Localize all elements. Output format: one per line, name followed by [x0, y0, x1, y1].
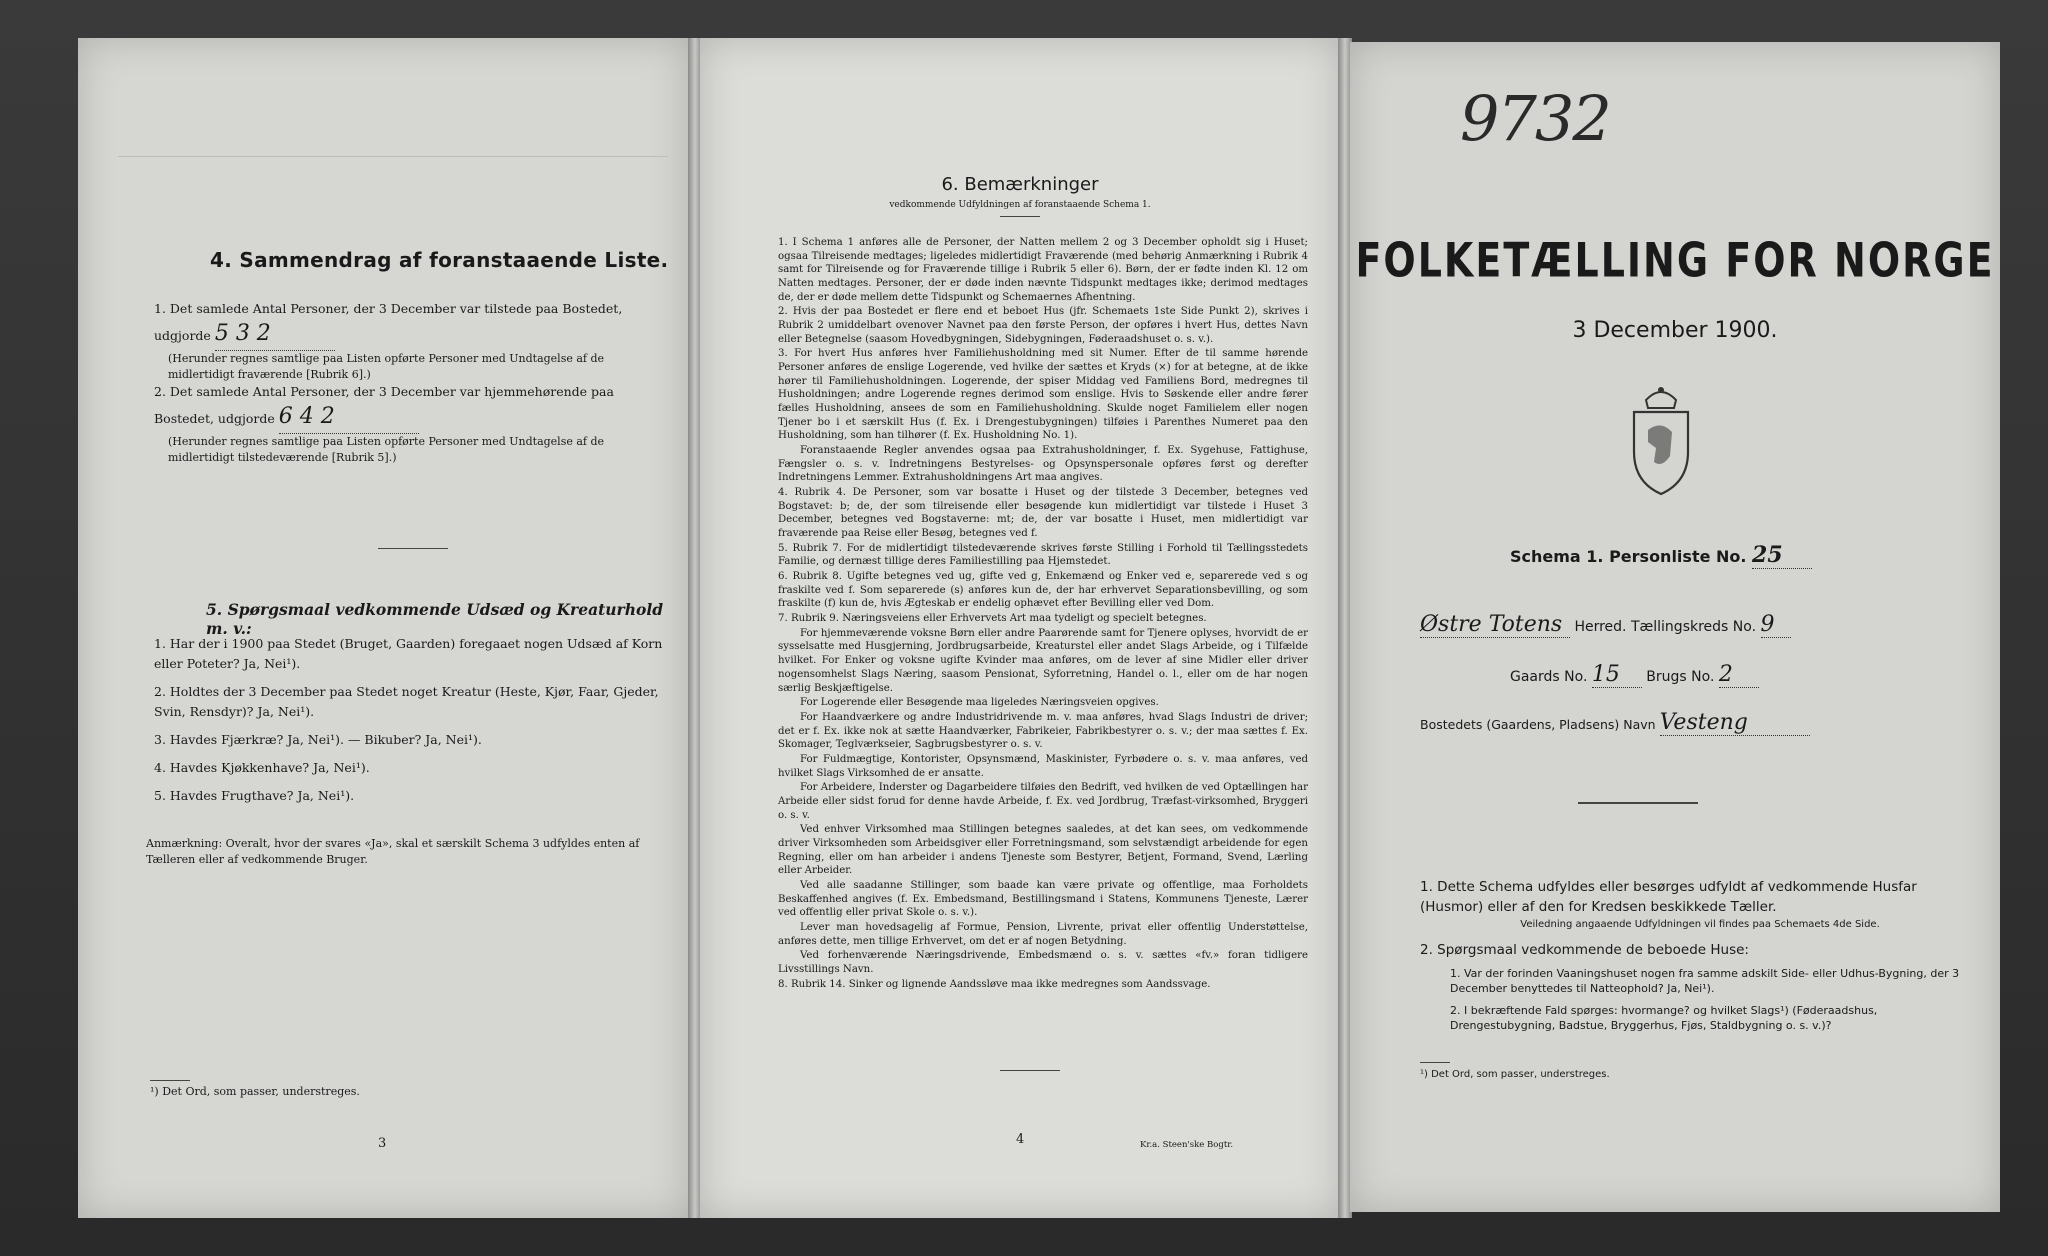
page-number: 4	[1016, 1132, 1025, 1147]
middle-page	[700, 38, 1340, 1218]
bosted-line	[1420, 710, 1810, 736]
question-2	[154, 383, 664, 466]
brugs-label: Brugs No.	[1646, 669, 1715, 685]
bosted-value: Vesteng	[1660, 710, 1810, 736]
remark-item: 4. Rubrik 4. De Personer, som var bosatte i Huset og der tilstede 3 December, betegnes ved Bogstavet: b; de, der som tilreisende eller besøgende kun midlertidigt var tilstede i Huset 3 December, betegnes ved Bogstaverne: mt; de, der var bosatte i Huset, men midlertidigt var fraværende paa Reise eller Besøg, betegnes ved f.	[778, 487, 1308, 540]
question-1-answer-row	[154, 318, 664, 351]
right-page	[1350, 42, 2000, 1212]
remark-item: 3. For hvert Hus anføres hver Familiehusholdning med sit Numer. Efter de til samme hørende Personer anføres de enslige Logerende, ved hvilke der sættes et Kryds (×) for at betegne, at de ikke hører til Familiehusholdningen. Logerende, der spiser Middag ved Familiens Bord, medregnes til Husholdningen; andre Logerende regnes derimod som enslige. Hvis to Søskende eller andre fører fælles Husholdning, ansees de som en Familiehusholdning. Skulde noget Familielem eller nogen Tjener bo i et særskilt Hus (f. Ex. i Drengestubygningen) tilføies i Parenthes Numeret paa den Husholdning, som han tilhører (f. Ex. Husholdning No. 1).	[778, 348, 1308, 442]
question-5-5: 5. Havdes Frugthave? Ja, Nei¹).	[154, 788, 355, 803]
printer-imprint: Kr.a. Steen'ske Bogtr.	[1140, 1140, 1234, 1150]
form-date: 3 December 1900.	[1572, 318, 1778, 343]
question-1-label: udgjorde	[154, 328, 211, 344]
remarks-list	[778, 236, 1308, 992]
remark-item: 6. Rubrik 8. Ugifte betegnes ved ug, gifte ved g, Enkemænd og Enker ved e, separerede ved s og fraskilte ved f. Som separerede (s) anføres kun de, der har erhvervet Separationsbevilling, og som fraskilte (f) kun de, hvis Ægteskab er endelig ophævet efter Bevilling eller ved Dom.	[778, 571, 1308, 610]
remark-item: Lever man hovedsagelig af Formue, Pension, Livrente, privat eller offentlig Understøttelse, anføres dette, men tillige Erhvervet, om det er af nogen Betydning.	[778, 921, 1308, 947]
remark-item: Ved enhver Virksomhed maa Stillingen betegnes saaledes, at det kan sees, om vedkommende driver Virksomheden som Arbeidsgiver eller Forretningsmand, som selvstændigt arbeidende for egen Regning, eller om han arbeider i andens Tjeneste som Bestyrer, Betjent, Formand, Svend, Lærling eller Arbeider.	[778, 824, 1308, 877]
remark-item: Ved forhenværende Næringsdrivende, Embedsmænd o. s. v. sættes «fv.» foran tidligere Livsstillings Navn.	[778, 950, 1308, 975]
form-title: FOLKETÆLLING FOR NORGE	[1355, 232, 1995, 288]
question-1-text: 1. Det samlede Antal Personer, der 3 December var tilstede paa Bostedet,	[154, 301, 623, 316]
instruction-2-2: 2. I bekræftende Fald spørges: hvormange? og hvilket Slags¹) (Føderaadshus, Drengestubygning, Badstue, Bryggerhus, Fjøs, Staldbygning o. s. v.)?	[1450, 1003, 1878, 1032]
end-rule	[1000, 1070, 1060, 1071]
remark: Anmærkning: Overalt, hvor der svares «Ja», skal et særskilt Schema 3 udfyldes enten af Tælleren eller af vedkommende Bruger.	[146, 837, 640, 866]
left-page	[78, 38, 688, 1218]
brugs-number: 2	[1719, 662, 1759, 688]
question-5-1: 1. Har der i 1900 paa Stedet (Bruget, Gaarden) foregaaet nogen Udsæd af Korn eller Poteter? Ja, Nei¹).	[154, 636, 663, 671]
remark-item: 1. I Schema 1 anføres alle de Personer, der Natten mellem 2 og 3 December opholdt sig i Huset; ogsaa Tilreisende medtages; ligeledes midlertidigt Fraværende (med behørig Anmærkning i Rubrik 4 samt for Tilreisende og for Fraværende tillige i Rubrik 5 eller 6). Børn, der er fødte inden Kl. 12 om Natten medtages. Personer, der er døde inden nævnte Tidspunkt medtages ikke; derimod medtages de, der er døde mellem dette Tidspunkt og Schemaernes Afhentning.	[778, 237, 1308, 303]
question-5-3: 3. Havdes Fjærkræ? Ja, Nei¹). — Bikuber? Ja, Nei¹).	[154, 732, 482, 747]
remark-item: 8. Rubrik 14. Sinker og lignende Aandssløve maa ikke medregnes som Aandssvage.	[778, 978, 1211, 990]
summary-heading: 4. Sammendrag af foranstaaende Liste.	[210, 248, 669, 272]
question-1	[154, 300, 664, 383]
section-5-heading: 5. Spørgsmaal vedkommende Udsæd og Kreaturhold m. v.:	[206, 600, 664, 638]
question-2-label: Bostedet, udgjorde	[154, 411, 275, 427]
bosted-label: Bostedets (Gaardens, Pladsens) Navn	[1420, 717, 1656, 732]
remark-item: For Logerende eller Besøgende maa ligeledes Næringsveien opgives.	[800, 697, 1159, 709]
title-rule	[1000, 216, 1040, 217]
bleed-through-rule	[118, 156, 668, 157]
remark-item: For hjemmeværende voksne Børn eller andre Paarørende samt for Tjenere oplyses, hvorvidt de er sysselsatte med Husgjerning, Jordbrugsarbeide, Kreaturstel eller andet Slags Arbeide, og i Tilfælde hvilket. For Enker og voksne ugifte Kvinder maa anføres, om de lever af sine Midler eller driver nogensomhelst Slags Næring, saasom Pensionat, Syforretning, Handel o. l., eller om de har nogen særlig Beskjæftigelse.	[778, 627, 1308, 694]
herred-value: Østre Totens	[1420, 612, 1570, 638]
schema-line	[1510, 542, 1812, 569]
remark-item: For Fuldmægtige, Kontorister, Opsynsmænd, Maskinister, Fyrbødere o. s. v. maa anføres, ved hvilket Slags Virksomhed de er ansatte.	[778, 753, 1308, 779]
question-5-4: 4. Havdes Kjøkkenhave? Ja, Nei¹).	[154, 760, 370, 775]
remark-item: For Arbeidere, Inderster og Dagarbeidere tilføies den Bedrift, ved hvilken de ved Optællingen har Arbeide eller sidst forud for denne havde Arbeide, f. Ex. ved Jordbrug, Træfast-virksomhed, Bryggeri o. s. v.	[778, 782, 1308, 821]
footnote-rule	[1420, 1062, 1450, 1063]
question-5-2: 2. Holdtes der 3 December paa Stedet noget Kreatur (Heste, Kjør, Faar, Gjeder, Svin, Rensdyr)? Ja, Nei¹).	[154, 684, 659, 719]
kreds-label: Tællingskreds No.	[1630, 619, 1757, 635]
ornament-rule	[1578, 802, 1698, 804]
question-1-value: 5 3 2	[215, 318, 335, 351]
remark-item: Ved alle saadanne Stillinger, som baade kan være private og offentlige, maa Forholdets Beskaffenhed angives (f. Ex. Embedsmand, Bestillingsmand i Statens, Kommunens Tjeneste, Lærer ved offentlig eller privat Skole o. s. v.).	[778, 879, 1308, 919]
remark-item: Foranstaaende Regler anvendes ogsaa paa Extrahusholdninger, f. Ex. Sygehuse, Fattighuse, Fængsler o. s. v. Indretningens Bestyrelses- og Opsynspersonale opføres først og derefter Indretningens Lemmer. Extrahusholdningens Art maa angives.	[778, 445, 1308, 484]
schema-number: 25	[1752, 542, 1812, 569]
question-1-note: (Herunder regnes samtlige paa Listen opførte Personer med Undtagelse af de midlertidigt fraværende [Rubrik 6].)	[168, 352, 605, 381]
herred-label: Herred.	[1574, 619, 1627, 635]
archive-number: 9732	[1460, 82, 1610, 155]
footnote: ¹) Det Ord, som passer, understreges.	[150, 1085, 360, 1098]
instruction-1-sub: Veiledning angaaende Udfyldningen vil findes paa Schemaets 4de Side.	[1520, 918, 1880, 930]
question-2-note: (Herunder regnes samtlige paa Listen opførte Personer med Undtagelse af de midlertidigt tilstedeværende [Rubrik 5].)	[168, 435, 605, 464]
divider	[378, 548, 448, 549]
gaards-number: 15	[1592, 662, 1642, 688]
remark-item: For Haandværkere og andre Industridrivende m. v. maa anføres, hvad Slags Industri de driver; det er f. Ex. ikke nok at sætte Haandværker, Fabrikeier, Fabrikbestyrer o. s. v.; der maa sættes f. Ex. Skomager, Teglværkseier, Sagbrugsbestyrer o. s. v.	[778, 711, 1308, 751]
question-2-value: 6 4 2	[279, 401, 419, 434]
instruction-2: 2. Spørgsmaal vedkommende de beboede Huse:	[1420, 941, 1749, 958]
gaards-label: Gaards No.	[1510, 669, 1588, 685]
remark-item: 7. Rubrik 9. Næringsveiens eller Erhvervets Art maa tydeligt og specielt betegnes.	[778, 613, 1207, 625]
coat-of-arms-icon	[1616, 382, 1706, 502]
footnote-rule	[150, 1080, 190, 1081]
remarks-title: 6. Bemærkninger	[941, 174, 1099, 195]
remarks-subtitle: vedkommende Udfyldningen af foranstaaende Schema 1.	[889, 200, 1151, 210]
question-2-text: 2. Det samlede Antal Personer, der 3 December var hjemmehørende paa	[154, 384, 614, 399]
kreds-number: 9	[1761, 612, 1791, 638]
schema-label: Schema 1. Personliste No.	[1510, 547, 1747, 566]
section-5-questions	[154, 634, 664, 814]
instructions	[1420, 877, 1980, 1033]
instruction-2-1: 1. Var der forinden Vaaningshuset nogen fra samme adskilt Side- eller Udhus-Bygning, der 3 December benyttedes til Natteophold? Ja, Nei¹).	[1450, 966, 1960, 996]
gaards-line	[1510, 662, 1759, 688]
herred-line	[1420, 612, 1791, 638]
footnote: ¹) Det Ord, som passer, understreges.	[1420, 1069, 1610, 1080]
remark-item: 2. Hvis der paa Bostedet er flere end et beboet Hus (jfr. Schemaets 1ste Side Punkt 2), skrives i Rubrik 2 umiddelbart ovenover Navnet paa den første Person, der opføres i hvert Hus, dettes Navn eller Betegnelse (saasom Hovedbygningen, Sidebygningen, Føderaadshuset o. s. v.).	[778, 306, 1308, 345]
remark-item: 5. Rubrik 7. For de midlertidigt tilstedeværende skrives første Stilling i Forhold til Tællingsstedets Familie, og dernæst tillige deres Familiestilling paa Hjemstedet.	[778, 542, 1308, 568]
instruction-1: 1. Dette Schema udfyldes eller besørges udfyldt af vedkommende Husfar (Husmor) eller af den for Kredsen beskikkede Tæller.	[1420, 879, 1917, 916]
page-number: 3	[378, 1136, 387, 1151]
question-2-answer-row	[154, 401, 664, 434]
